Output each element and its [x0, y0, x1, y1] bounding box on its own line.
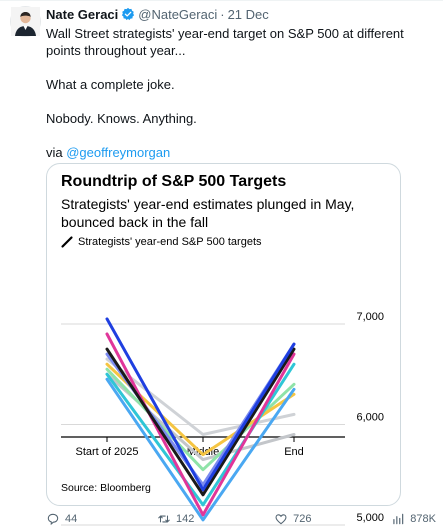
like-count: 726	[293, 513, 312, 525]
chart-subtitle: Strategists' year-end estimates plunged in May, bounced back in the fall	[61, 196, 355, 230]
legend-line-icon	[61, 236, 73, 248]
author-handle[interactable]: @NateGeraci	[138, 6, 218, 22]
via-mention-link[interactable]: @geoffreymorgan	[66, 145, 171, 160]
chart-legend	[61, 236, 262, 248]
repost-count: 142	[176, 513, 195, 525]
y-tick-label: 5,000	[356, 511, 384, 524]
tweet-line-2: What a complete joke.	[46, 77, 175, 92]
legend-label: Strategists' year-end S&P 500 targets	[78, 236, 262, 248]
x-tick-label: Start of 2025	[75, 446, 139, 458]
reply-button[interactable]	[46, 512, 77, 526]
repost-button[interactable]	[157, 512, 194, 526]
view-count: 878K	[410, 513, 436, 525]
repost-icon	[157, 512, 171, 526]
tweet-line-1: Wall Street strategists' year-end target on S&P 500 at different points throughout year...	[46, 26, 404, 58]
tweet-header	[46, 5, 269, 23]
like-button[interactable]	[274, 512, 311, 526]
x-tick-label: Middle	[186, 446, 220, 458]
tweet-actions	[46, 512, 436, 526]
chart-title: Roundtrip of S&P 500 Targets	[61, 173, 287, 190]
via-prefix: via	[46, 145, 67, 160]
views-bar-chart-icon	[391, 512, 405, 526]
tweet-line-3: Nobody. Knows. Anything.	[46, 111, 197, 126]
author-avatar[interactable]	[10, 6, 41, 37]
tweet-date[interactable]: 21 Dec	[227, 6, 269, 22]
reply-icon	[46, 512, 60, 526]
tweet-via-line	[46, 144, 438, 161]
heart-icon	[274, 512, 288, 526]
author-name[interactable]: Nate Geraci	[46, 6, 119, 22]
y-tick-label: 7,000	[356, 310, 384, 323]
tweet-text	[46, 25, 438, 161]
y-tick-label: 6,000	[356, 411, 384, 424]
x-tick-label: End	[284, 446, 304, 458]
header-separator: ·	[220, 6, 225, 22]
verified-badge-icon	[121, 7, 135, 21]
reply-count: 44	[65, 513, 78, 525]
views-button[interactable]	[391, 512, 436, 526]
top-divider	[0, 0, 443, 1]
chart-source: Source: Bloomberg	[61, 482, 151, 494]
